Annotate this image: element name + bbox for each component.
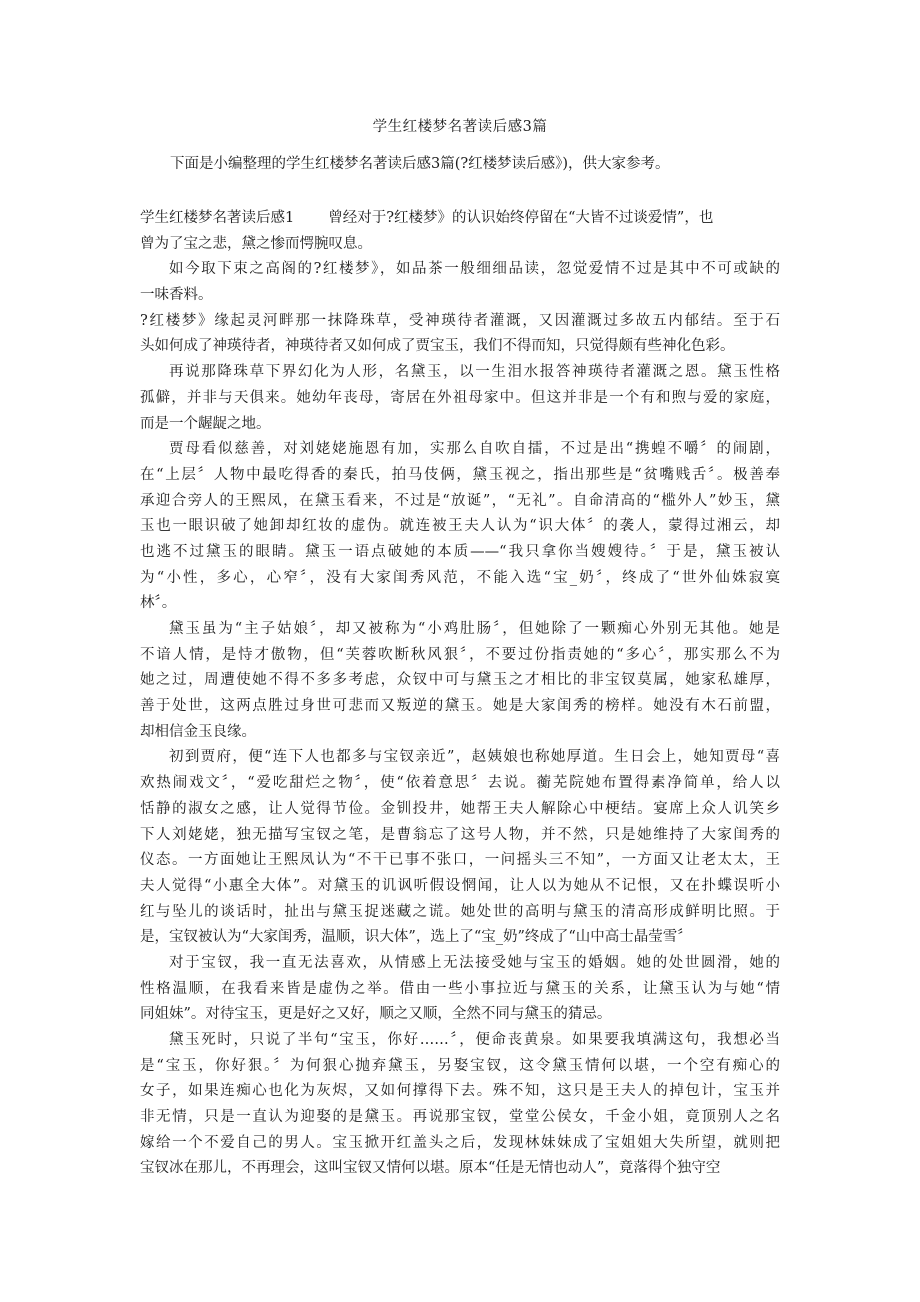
paragraph [140,360,780,437]
paragraph-line: 非无情，只是一直认为迎娶的是黛玉。再说那宝钗，堂堂公侯女，千金小姐，竟顶别人之名 [140,1109,780,1126]
paragraph [140,617,780,745]
paragraph-line: 为“小性，多心，心窄〞，没有大家闺秀风范，不能入选“宝_奶〞，终成了“世外仙姝寂寞 [140,569,780,586]
paragraph [140,206,780,257]
paragraph [140,309,780,360]
paragraph-line: 一味香料。 [140,287,213,304]
paragraph-line: 对于宝钗，我一直无法喜欢，从情感上无法接受她与宝玉的婚姻。她的处世圆滑，她的 [169,954,780,971]
paragraph-line: 同姐妹”。对待宝玉，更是好之又好，顺之又顺，全然不同与黛玉的猜忌。 [140,1006,612,1023]
paragraph-line: 林〞。 [140,595,177,612]
paragraph [140,437,780,617]
intro-paragraph: 下面是小编整理的学生红楼梦名著读后感3篇(?红楼梦读后感》)，供大家参考。 [170,156,670,172]
paragraph-line: 仪态。一方面她让王熙凤认为“不干已事不张口，一问摇头三不知”，一方面又让老太太，王 [140,852,780,869]
paragraph [140,257,780,308]
paragraph-line: 头如何成了神瑛待者，神瑛待者又如何成了贾宝玉，我们不得而知，只觉得颇有些神化色彩。 [140,338,735,355]
paragraph-line [140,206,780,232]
paragraph-line: 承迎合旁人的王熙凤，在黛玉看来，不过是“放诞”，“无礼”。自命清高的“槛外人”妙玉，黛 [140,492,780,509]
paragraph [140,1028,780,1182]
paragraph-line: 是，宝钗被认为“大家闺秀，温顺，识大体”，选上了“宝_奶”终成了“山中高士晶莹雪〞 [140,929,692,946]
paragraph-line: 夫人觉得“小惠全大体”。对黛玉的讥讽听假设惘闻，让人以为她从不记恨，又在扑蝶误听小 [140,877,780,894]
paragraph-line: 玉也一眼识破了她卸却红妆的虚伪。就连被王夫人认为“识大体〞的袭人，蒙得过湘云，却 [140,518,780,535]
document-body [140,206,780,1182]
paragraph [140,745,780,951]
paragraph-line: 宝钗冰在那儿，不再理会，这叫宝钗又情何以堪。原本“任是无情也动人”，竟落得个独守空 [140,1160,721,1177]
document-title: 学生红楼梦名著读后感3篇 [372,119,548,135]
paragraph-line: 黛玉死时，只说了半句“宝玉，你好……〞，便命丧黄泉。如果要我填满这句，我想必当 [169,1032,780,1048]
paragraph-line: 而是一个龌龊之地。 [140,415,271,432]
paragraph-line: 黛玉虽为“主子姑娘〞，却又被称为“小鸡肚肠〞，但她除了一颗痴心外别无其他。她是 [169,621,780,637]
paragraph-line: 再说那降珠草下界幻化为人形，名黛玉，以一生泪水报答神瑛待者灌溉之恩。黛玉性格 [169,364,780,381]
paragraph-line: 也逃不过黛玉的眼睛。黛玉一语点破她的本质——“我只拿你当嫂嫂待。〞于是，黛玉被认 [140,543,780,560]
paragraph-line: 红与坠儿的谈话时，扯出与黛玉捉迷藏之谎。她处世的高明与黛玉的清高形成鲜明比照。于 [140,903,780,920]
paragraph-line: 如今取下束之高阁的?红楼梦》，如品茶一般细细品读，忽觉爱情不过是其中不可或缺的 [169,261,780,278]
paragraph-line: 在“上层〞人物中最吃得香的秦氏，拍马伎俩，黛玉视之，指出那些是“贫嘴贱舌〞。极善奉 [140,466,780,483]
paragraph-line: 女子，如果连痴心也化为灰烬，又如何撑得下去。殊不知，这只是王夫人的掉包计，宝玉并 [140,1083,780,1100]
paragraph-line: 嫁给一个不爱自己的男人。宝玉掀开红盖头之后，发现林妹妹成了宝姐姐大失所望，就则把 [140,1134,780,1151]
paragraph-line: 是“宝玉，你好狠。〞为何狠心抛弃黛玉，另娶宝钗，这令黛玉情何以堪，一个空有痴心的 [140,1057,780,1074]
paragraph-line: 却相信金玉良缘。 [140,723,256,740]
paragraph-line: 性格温顺，在我看来皆是虚伪之举。借由一些小事拉近与黛玉的关系，让黛玉认为与她“情 [140,980,780,997]
paragraph [140,951,780,1028]
paragraph-line: ?红楼梦》缘起灵河畔那一抹降珠草，受神瑛待者灌溉，又因灌溉过多故五内郁结。至于石 [140,312,780,329]
paragraph-line: 善于处世，这两点胜过身世可悲而又叛逆的黛玉。她是大家闺秀的榜样。她没有木石前盟， [140,698,780,715]
line-text: 曾经对于?红楼梦》的认识始终停留在“大皆不过谈爱情”，也 [328,210,714,226]
section-heading: 学生红楼梦名著读后感1 [140,210,295,226]
paragraph-line: 她之过，周遭使她不得不多多考虑，众钗中可与黛玉之才相比的非宝钗莫属，她家私雄厚， [140,672,780,689]
paragraph-line: 欢热闹戏文〞，“爱吃甜烂之物〞，使“依着意思〞去说。蘅芜院她布置得素净简单，给人以 [140,775,780,792]
paragraph-line: 贾母看似慈善，对刘姥姥施恩有加，实那么自吹自擂，不过是出“携蝗不嚼〞的闹剧， [169,441,780,458]
paragraph-line: 下人刘姥姥，独无描写宝钗之笔，是曹翁忘了这号人物，并不然，只是她维持了大家闺秀的 [140,826,780,843]
paragraph-line: 恬静的淑女之感，让人觉得节俭。金钏投井，她帮王夫人解除心中梗结。宴席上众人讥笑乡 [140,800,780,817]
paragraph-line: 孤僻，并非与天俱来。她幼年丧母，寄居在外祖母家中。但这并非是一个有和煦与爱的家庭， [140,389,780,406]
paragraph-line: 不谙人情，是恃才傲物，但“芙蓉吹断秋风狠〞，不要过份指责她的“多心〞，那实那么不为 [140,646,780,663]
paragraph-line: 曾为了宝之悲，黛之惨而愕腕叹息。 [140,235,372,252]
paragraph-line: 初到贾府，便“连下人也都多与宝钗亲近”，赵姨娘也称她厚道。生日会上，她知贾母“喜 [169,749,780,766]
